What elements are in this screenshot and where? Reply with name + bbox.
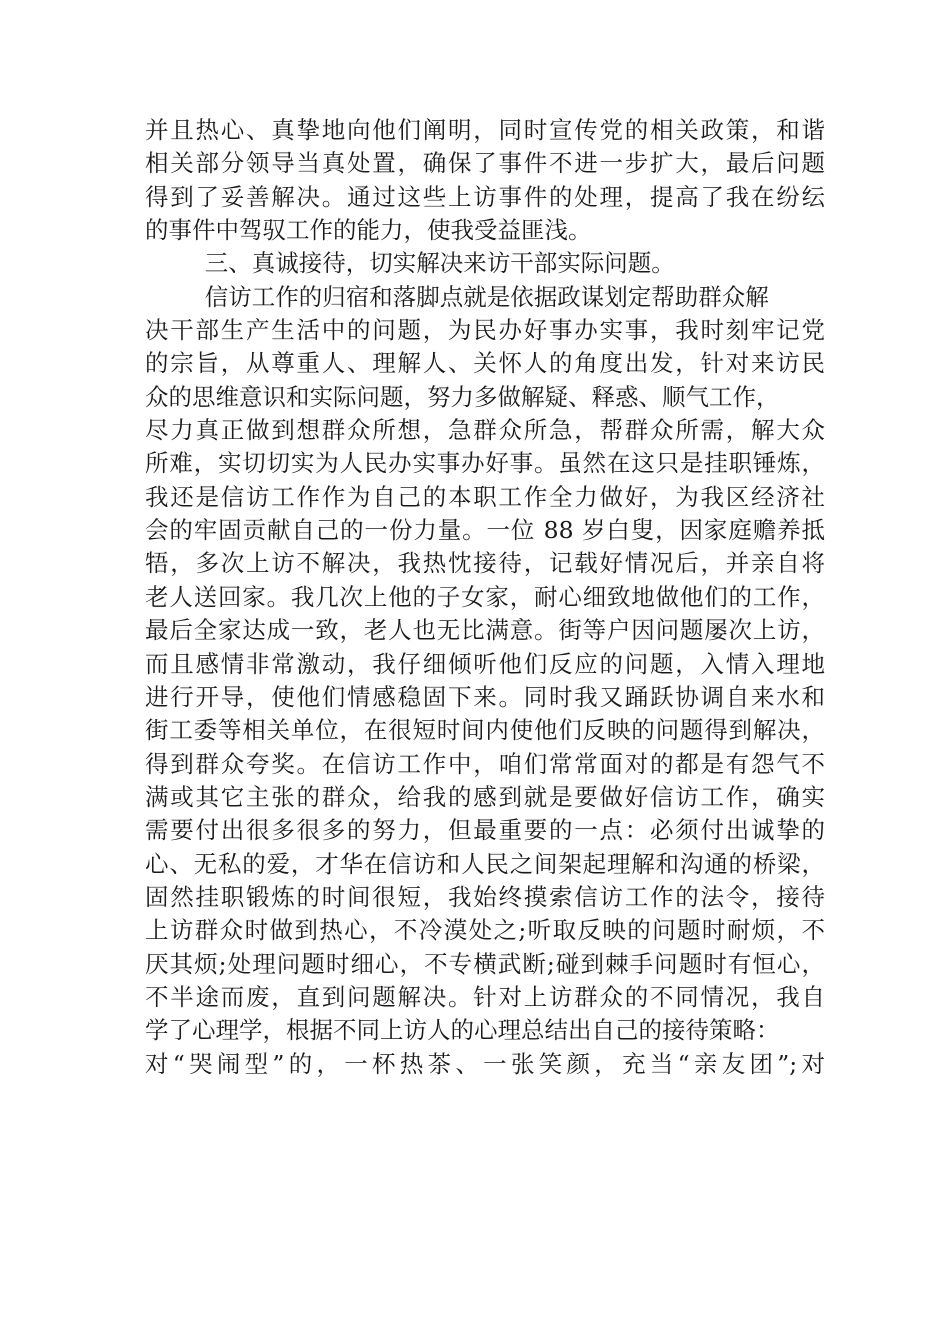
text-line: 决干部生产生活中的问题，为民办好事办实事，我时刻牢记党 [145, 316, 825, 345]
text-line: 对“哭闹型”的，一杯热茶、一张笑颜，充当“亲友团”;对 [145, 1049, 825, 1078]
text-line: 得到了妥善解决。通过这些上访事件的处理，提高了我在纷纭 [145, 182, 825, 211]
text-line: 的事件中驾驭工作的能力，使我受益匪浅。 [145, 216, 592, 245]
text-line: 学了心理学，根据不同上访人的心理总结出自己的接待策略： [145, 1016, 780, 1045]
text-line: 进行开导，使他们情感稳固下来。同时我又踊跃协调自来水和 [145, 682, 825, 711]
text-line: 厌其烦;处理问题时细心，不专横武断;碰到棘手问题时有恒心， [145, 949, 825, 978]
text-line: 而且感情非常激动，我仔细倾听他们反应的问题，入情入理地 [145, 649, 825, 678]
text-line: 需要付出很多很多的努力，但最重要的一点：必须付出诚挚的 [145, 816, 825, 845]
text-line: 满或其它主张的群众，给我的感到就是要做好信访工作，确实 [145, 782, 825, 811]
body-text [145, 114, 825, 1081]
text-line: 所难，实切切实为人民办实事办好事。虽然在这只是挂职锤炼， [145, 449, 825, 478]
text-line: 信访工作的归宿和落脚点就是依据政谋划定帮助群众解 [145, 282, 769, 311]
section-heading: 三、真诚接待，切实解决来访干部实际问题。 [145, 249, 675, 278]
text-line: 不半途而废，直到问题解决。针对上访群众的不同情况，我自 [145, 982, 825, 1011]
text-line: 会的牢固贡献自己的一份力量。一位 88 岁白叟，因家庭赡养抵 [145, 516, 825, 545]
text-line: 并且热心、真挚地向他们阐明，同时宣传党的相关政策，和谐 [145, 116, 825, 144]
text-line: 相关部分领导当真处置，确保了事件不进一步扩大，最后问题 [145, 149, 825, 178]
text-line: 我还是信访工作作为自己的本职工作全力做好，为我区经济社 [145, 482, 825, 511]
text-line: 牾，多次上访不解决，我热忱接待，记载好情况后，并亲自将 [145, 549, 825, 578]
text-line: 众的思维意识和实际问题，努力多做解疑、释惑、顺气工作， [145, 382, 780, 411]
text-line: 尽力真正做到想群众所想，急群众所急，帮群众所需，解大众 [145, 416, 825, 445]
text-line: 得到群众夸奖。在信访工作中，咱们常常面对的都是有怨气不 [145, 749, 825, 778]
text-line: 心、无私的爱，才华在信访和人民之间架起理解和沟通的桥梁， [145, 849, 825, 878]
text-line: 的宗旨，从尊重人、理解人、关怀人的角度出发，针对来访民 [145, 349, 825, 378]
text-line: 老人送回家。我几次上他的子女家，耐心细致地做他们的工作， [145, 582, 825, 611]
text-line: 固然挂职锻炼的时间很短，我始终摸索信访工作的法令，接待 [145, 882, 825, 911]
text-line: 最后全家达成一致，老人也无比满意。街等户因问题屡次上访， [145, 616, 825, 645]
text-line: 街工委等相关单位，在很短时间内使他们反映的问题得到解决， [145, 716, 825, 745]
text-line: 上访群众时做到热心，不冷漠处之;听取反映的问题时耐烦，不 [145, 916, 825, 945]
